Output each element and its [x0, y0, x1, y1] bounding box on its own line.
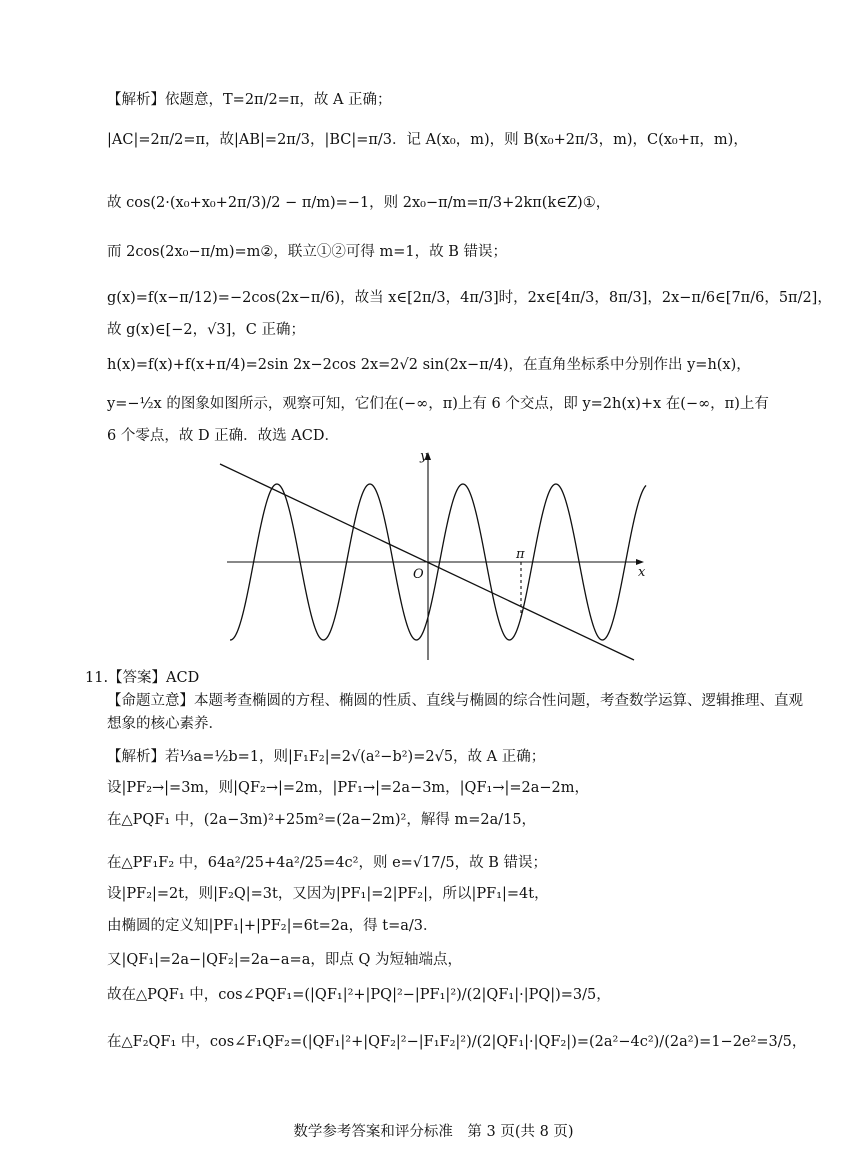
page-footer: 数学参考答案和评分标准 第 3 页(共 8 页): [293, 1124, 574, 1140]
origin-label: O: [413, 567, 424, 582]
text-line-11: 【命题立意】本题考查椭圆的方程、椭圆的性质、直线与椭圆的综合性问题，考查数学运算、逻辑推理、直观: [107, 693, 803, 709]
text-line-15: 在△PQF₁ 中，(2a−3m)²+25m²=(2a−2m)²，解得 m=2a/15，: [107, 812, 537, 828]
text-line-12: 想象的核心素养．: [107, 716, 223, 732]
pi-label: π: [516, 547, 525, 562]
text-line-18: 由椭圆的定义知|PF₁|+|PF₂|=6t=2a，得 t=a/3．: [107, 918, 438, 934]
text-line-7: h(x)=f(x)+f(x+π/4)=2sin 2x−2cos 2x=2√2 sin(2x−π/4)，在直角坐标系中分别作出 y=h(x)，: [107, 357, 751, 373]
text-line-9: 6 个零点，故 D 正确．故选 ACD．: [107, 428, 339, 444]
text-line-13: 【解析】若⅓a=½b=1，则|F₁F₂|=2√(a²−b²)=2√5，故 A 正确；: [107, 749, 546, 765]
text-line-20: 故在△PQF₁ 中，cos∠PQF₁=(|QF₁|²+|PQ|²−|PF₁|²)/(2|QF₁|·|PQ|)=3/5，: [107, 987, 611, 1003]
text-line-17: 设|PF₂|=2t，则|F₂Q|=3t，又因为|PF₁|=2|PF₂|，所以|PF₁|=4t，: [107, 886, 549, 902]
text-line-2: |AC|=2π/2=π，故|AB|=2π/3，|BC|=π/3．记 A(x₀，m)，则 B(x₀+2π/3，m)，C(x₀+π，m)，: [107, 132, 748, 148]
y-axis-label: y: [420, 449, 428, 464]
text-line-19: 又|QF₁|=2a−|QF₂|=2a−a=a，即点 Q 为短轴端点，: [107, 952, 462, 968]
x-axis-label: x: [638, 565, 646, 580]
answer-header: 11.【答案】ACD: [85, 670, 200, 686]
text-line-8: y=−½x 的图象如图所示，观察可知，它们在(−∞，π)上有 6 个交点，即 y=2h(x)+x 在(−∞，π)上有: [107, 396, 769, 412]
text-line-14: 设|PF₂→|=3m，则|QF₂→|=2m，|PF₁→|=2a−3m，|QF₁→|=2a−2m，: [107, 780, 589, 796]
text-line-6: 故 g(x)∈[−2，√3]，C 正确；: [107, 322, 305, 338]
function-graph: [212, 446, 652, 668]
text-line-16: 在△PF₁F₂ 中，64a²/25+4a²/25=4c²，则 e=√17/5，故 B 错误；: [107, 855, 547, 871]
text-line-4: 而 2cos(2x₀−π/m)=m②，联立①②可得 m=1，故 B 错误；: [107, 244, 507, 260]
text-line-5: g(x)=f(x−π/12)=−2cos(2x−π/6)，故当 x∈[2π/3，4π/3]时，2x∈[4π/3，8π/3]，2x−π/6∈[7π/6，5π/2]，: [107, 290, 832, 306]
text-line-3: 故 cos(2·(x₀+x₀+2π/3)/2 − π/m)=−1，则 2x₀−π/m=π/3+2kπ(k∈Z)①，: [107, 195, 611, 211]
text-line-21: 在△F₂QF₁ 中，cos∠F₁QF₂=(|QF₁|²+|QF₂|²−|F₁F₂|²)/(2|QF₁|·|QF₂|)=(2a²−4c²)/(2a²)=1−2e²=3/5，: [107, 1034, 807, 1050]
text-line-1: 【解析】依题意，T=2π/2=π，故 A 正确；: [107, 92, 392, 108]
